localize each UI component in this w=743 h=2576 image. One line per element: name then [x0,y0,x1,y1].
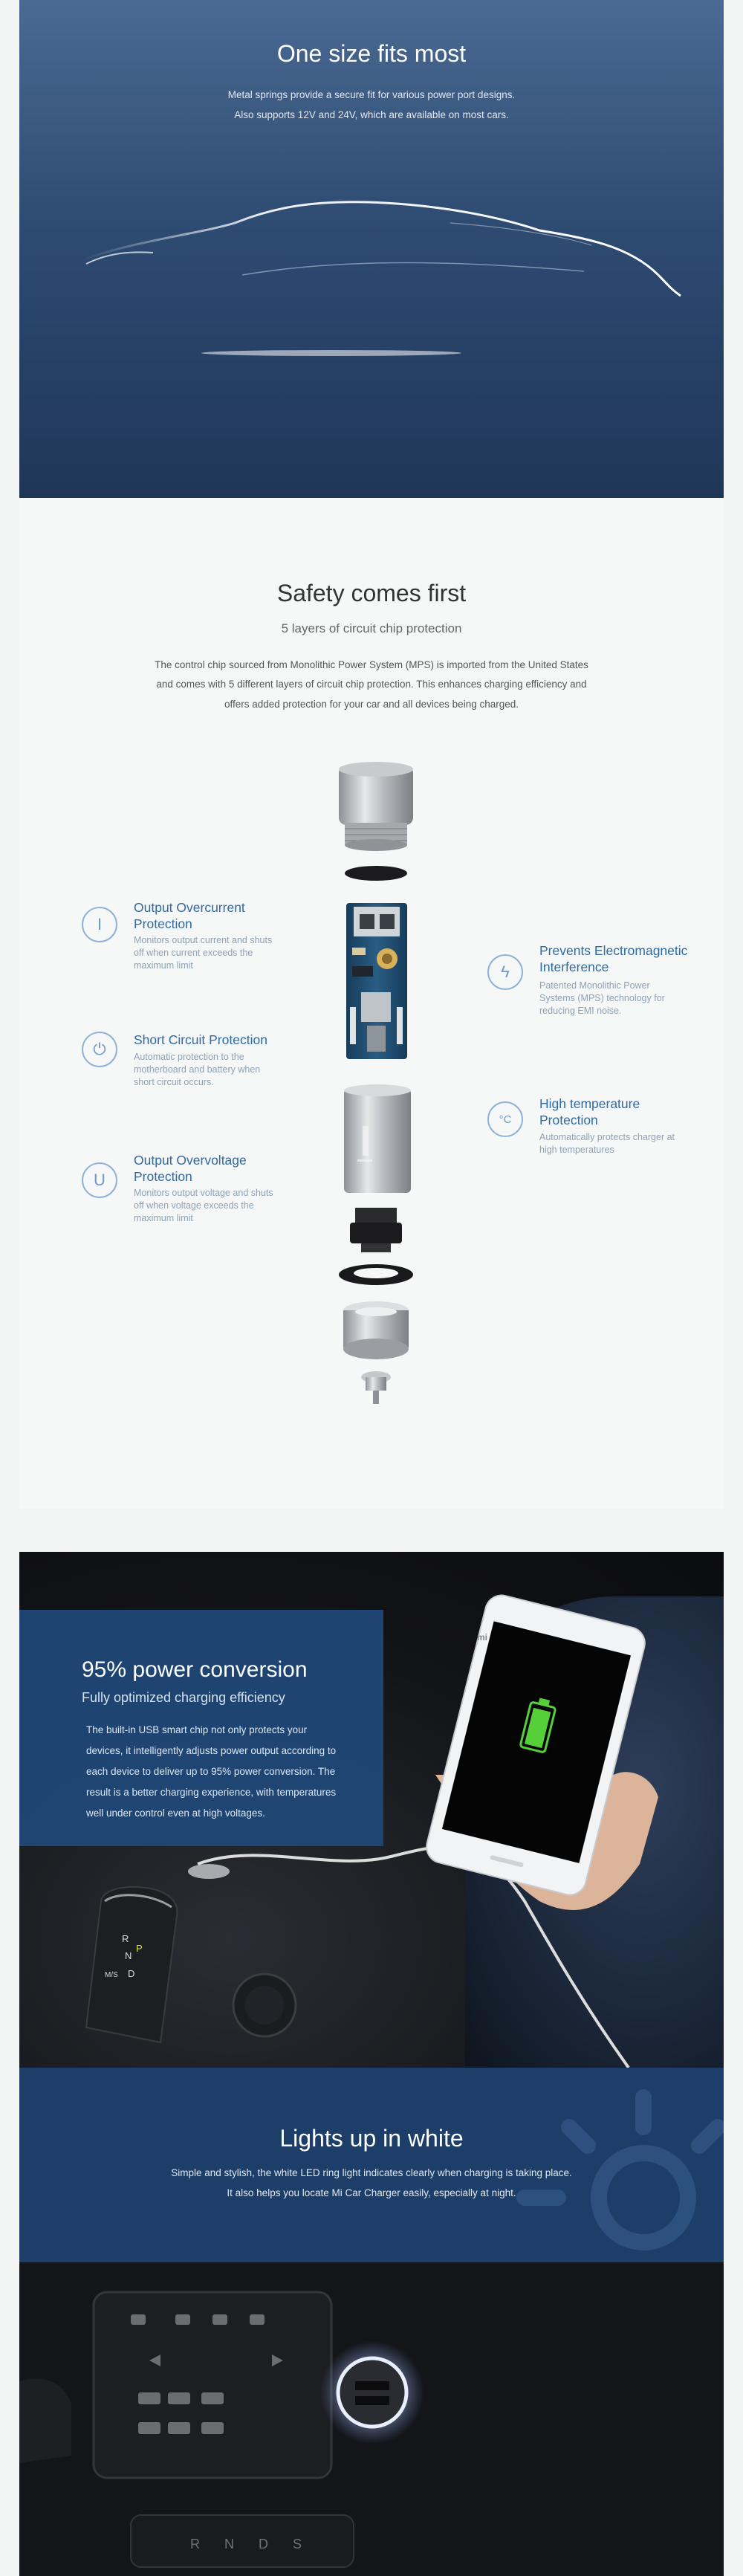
fit-title: One size fits most [276,40,467,67]
night-interior-section [19,2262,724,2576]
safety-title: Safety comes first [276,580,467,606]
metal-base-part [343,1301,409,1359]
top-cap-part [339,762,413,851]
fit-text-line1: Metal springs provide a secure fit for various power port designs. [227,89,516,100]
efficiency-body-line5: well under control even at high voltages. [86,1808,265,1819]
feature-high-temperature [487,1096,688,1170]
black-connector-part [350,1208,402,1252]
feature-desc: Automatic protection to the motherboard and battery when short circuit occurs. [134,1052,261,1087]
spring-tip-part [361,1371,391,1404]
sun-icon [19,2068,724,2262]
car-charger-plugged [188,1864,230,1879]
voltage-icon: U [82,1162,117,1198]
feature-title: Output Overcurrent Protection [134,900,245,931]
safety-section [19,498,724,1509]
safety-desc-line1: The control chip sourced from Monolithic Power System (MPS) is imported from the United States [155,659,588,670]
aluminum-body-part [344,1084,411,1193]
gear-label-d: D [128,1968,135,1979]
charger-exploded-view [309,762,443,1505]
door-control [19,2378,71,2463]
current-icon: I [82,907,117,942]
feature-desc: Monitors output current and shuts off when current exceeds the maximum limit [134,935,273,971]
gear-strip-label: R N D S [190,2537,313,2551]
feature-emi [487,942,688,1024]
feature-overvoltage [82,1152,282,1234]
feature-desc: Automatically protects charger at high temperatures [539,1132,675,1155]
feature-title: High temperature Protection [539,1096,640,1127]
lights-title: Lights up in white [279,2125,464,2152]
feature-overcurrent [82,899,282,981]
efficiency-body-line2: devices, it intelligently adjusts power output according to [86,1745,337,1756]
safety-subtitle: 5 layers of circuit chip protection [281,621,462,635]
fit-text-line2: Also supports 12V and 24V, which are available on most cars. [234,109,509,120]
phone-logo: mi [477,1632,488,1643]
efficiency-body-line3: each device to deliver up to 95% power conversion. The [86,1766,336,1777]
safety-desc-line3: offers added protection for your car and all devices being charged. [224,699,519,710]
feature-title: Prevents Electromagnetic Interference [539,943,688,974]
fit-section [19,0,724,498]
efficiency-title: 95% power conversion [82,1657,308,1682]
thermometer-icon: °C [487,1101,523,1137]
efficiency-body-line4: result is a better charging experience, with temperatures [86,1787,337,1798]
black-disc-part [345,866,407,881]
efficiency-subtitle: Fully optimized charging efficiency [82,1690,285,1705]
efficiency-section [19,1552,724,2068]
circuit-board-part [346,903,407,1059]
feature-desc: Monitors output voltage and shuts off when voltage exceeds the maximum limit [134,1188,273,1223]
lightning-icon: ϟ [487,954,523,990]
car-silhouette-illustration [19,171,724,394]
gear-label-n: N [125,1950,132,1961]
power-icon: ⏻ [82,1032,117,1067]
lights-section [19,2068,724,2262]
feature-title: Short Circuit Protection [134,1032,267,1047]
charger-led-ring [338,2358,406,2427]
safety-desc-line2: and comes with 5 different layers of circuit chip protection. This enhances charging efficiency and [156,679,587,690]
feature-short-circuit [82,1032,282,1106]
gear-label-r: R [122,1933,129,1944]
lights-text-line1: Simple and stylish, the white LED ring light indicates clearly when charging is taking place. [171,2167,572,2178]
lights-text-line2: It also helps you locate Mi Car Charger easily, especially at night. [227,2187,516,2198]
gear-shifter [86,1887,177,2042]
gear-label-p: P [136,1943,143,1954]
feature-desc: Patented Monolithic Power Systems (MPS) technology for reducing EMI noise. [539,980,665,1016]
gear-label-ms: M/S [105,1971,118,1979]
feature-title: Output Overvoltage Protection [134,1153,247,1184]
efficiency-body-line1: The built-in USB smart chip not only protects your [86,1724,308,1735]
night-interior-image [19,2262,724,2576]
